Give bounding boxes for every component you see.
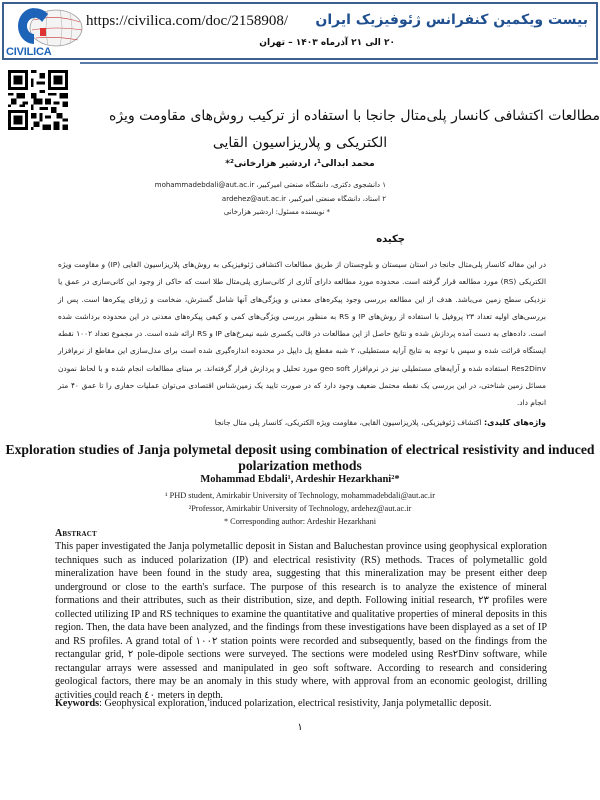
conference-title: بیست ویکمین کنفرانس ژئوفیزیک ایران [315,12,588,28]
persian-keywords-label: واژه‌های کلیدی: [483,418,546,427]
document-url[interactable]: https://civilica.com/doc/2158908/ [86,13,289,29]
qr-code [8,70,68,130]
english-title: Exploration studies of Janja polymetal deposit using combination of electrical resistivity and induced polarization methods [5,442,595,473]
persian-corresponding-author: * نویسنده مسئول: اردشیر هزارخانی [223,208,330,216]
persian-keywords-text: اکتشاف ژئوفیزیکی، پلاریزاسیون القایی، مقاومت ویژه الکتریکی، کانسار پلی متال جانجا [214,418,482,427]
persian-affiliation-1: ۱ دانشجوی دکتری، دانشگاه صنعتی امیرکبیر، mohammadebdali@aut.ac.ir [154,181,386,189]
persian-title-line-2: الکتریکی و پلاریزاسیون القایی [212,135,388,151]
english-keywords-text: : Geophysical exploration, induced polarization, electrical resistivity, Janja polymetallic deposit. [99,698,492,709]
qr-code-icon [8,70,68,130]
persian-affiliation-2: ۲ استاد، دانشگاه صنعتی امیرکبیر، ardehez@aut.ac.ir [221,195,386,203]
page-number: ۱ [297,722,303,733]
english-corresponding-author: * Corresponding author: Ardeshir Hezarkhani [223,517,377,526]
logo-label: CIVILICA [6,46,52,58]
persian-keywords [215,418,546,427]
english-affiliation-2: ²Professor, Amirkabir University of Technology, ardehez@aut.ac.ir [188,504,412,513]
civilica-logo[interactable] [4,4,84,56]
persian-authors: محمد ابدالی¹، اردشیر هزارخانی²* [225,159,375,169]
conference-date: ۲۰ الی ۲۱ آذرماه ۱۴۰۳ – تهران [259,38,395,48]
english-authors: Mohammad Ebdali¹, Ardeshir Hezarkhani²* [200,474,400,485]
persian-title-line-1: مطالعات اکتشافی کانسار پلی‌متال جانجا با استفاده از ترکیب روش‌های مقاومت ویژه [108,108,600,124]
english-abstract-heading: Abstract [55,528,97,539]
english-keywords [55,697,547,710]
english-affiliation-1: ¹ PHD student, Amirkabir University of Technology, mohammadebdali@aut.ac.ir [165,491,435,500]
conference-header [2,2,598,60]
persian-abstract-heading: چکیده [376,234,405,245]
persian-abstract-body: در این مقاله کانسار پلی‌متال جانجا در استان سیستان و بلوچستان از طریق مطالعات اکتشافی ژئوفیزیکی به روش‌های پلاریزاسیون القایی (IP) و مقاومت ویژه الکتریکی (RS) مورد مطالعه قرار گرفته است. محدوده مورد مطالعه دارای آثاری از کانی‌سازی پلی‌متال طلا است که حاکی از وجود این کانی‌سازی در عمق یا نزدیکی سطح زمین می‌باشد. هدف از این مطالعه بررسی وجود پیکره‌های معدنی و ویژگی‌های آنها شامل گسترش، ضخامت و ژرفای پیکره‌ها است. پس از بررسی‌های اولیه تعداد ۲۳ پروفیل با استفاده از روش‌های IP و RS به منظور بررسی ویژگی‌های کمی و کیفی پیکره‌های معدنی در این محدوده برداشت شده است. داده‌های به دست آمده پردازش شده و نتایج حاصل از این مطالعات در قالب یکسری شبه نیمرخ‌های IP و RS ارائه شده است. در مجموع تعداد ۱۰۰۲ نقطه ایستگاه قرائت شده و سپس با توجه به نتایج آرایه مستطیلی، ۲ شبه مقطع پل دایپل در محدوده اندازه‌گیری شده است برای مدل‌سازی این مقاطع از نرم‌افزار Res2Dinv استفاده شده و آرایه‌های مستطیلی نیز در نرم‌افزار geo soft مورد تحلیل و پردازش قرار گرفته‌اند. بر مبنای مطالعات انجام شده و با لحاظ نمودن مسائل زمین شناختی، در این بررسی یک نقطه محتمل ضعیف وجود دارد که در صورت تایید یک زمین‌شناس اقتصادی می‌توان عملیات حفاری را تا عمق ۴۰ متر انجام داد. [58,260,546,408]
header-divider [80,62,598,64]
english-keywords-label: Keywords [55,698,100,709]
english-abstract-body: This paper investigated the Janja polymetallic deposit in Sistan and Baluchestan province using geophysical exploration techniques such as induced polarization (IP) and electrical resistivity (RS) methods. Traces of polymetallic gold mineralization have been found in the study area, suggesting that this mineralization may be present either deep underground or close to the earth's surface. The purpose of this research is to analyze the existence of mineral formations and their attributes, such as their distribution, size, and depth. Following initial research, ٢٣ profiles were collected utilizing IP and RS techniques to examine the quantitative and qualitative properties of mineral deposits in this region. Then, the data have been analyzed, and the findings from these investigations have been displayed as a set of IP and RS profiles. A grand total of ١٠٠٢ station points were recorded and subsequently, based on the findings from the rectangular grid, ٢ pole-dipole sections were surveyed. The sections were modeled using Res٢Dinv software, while rectangular arrays were assessed and manipulated in geo soft software. According to research and considering geological factors, there may be an anomaly in this study where, with approval from an economic geologist, drilling activities could reach ٤٠ meters in depth. [55,541,547,701]
